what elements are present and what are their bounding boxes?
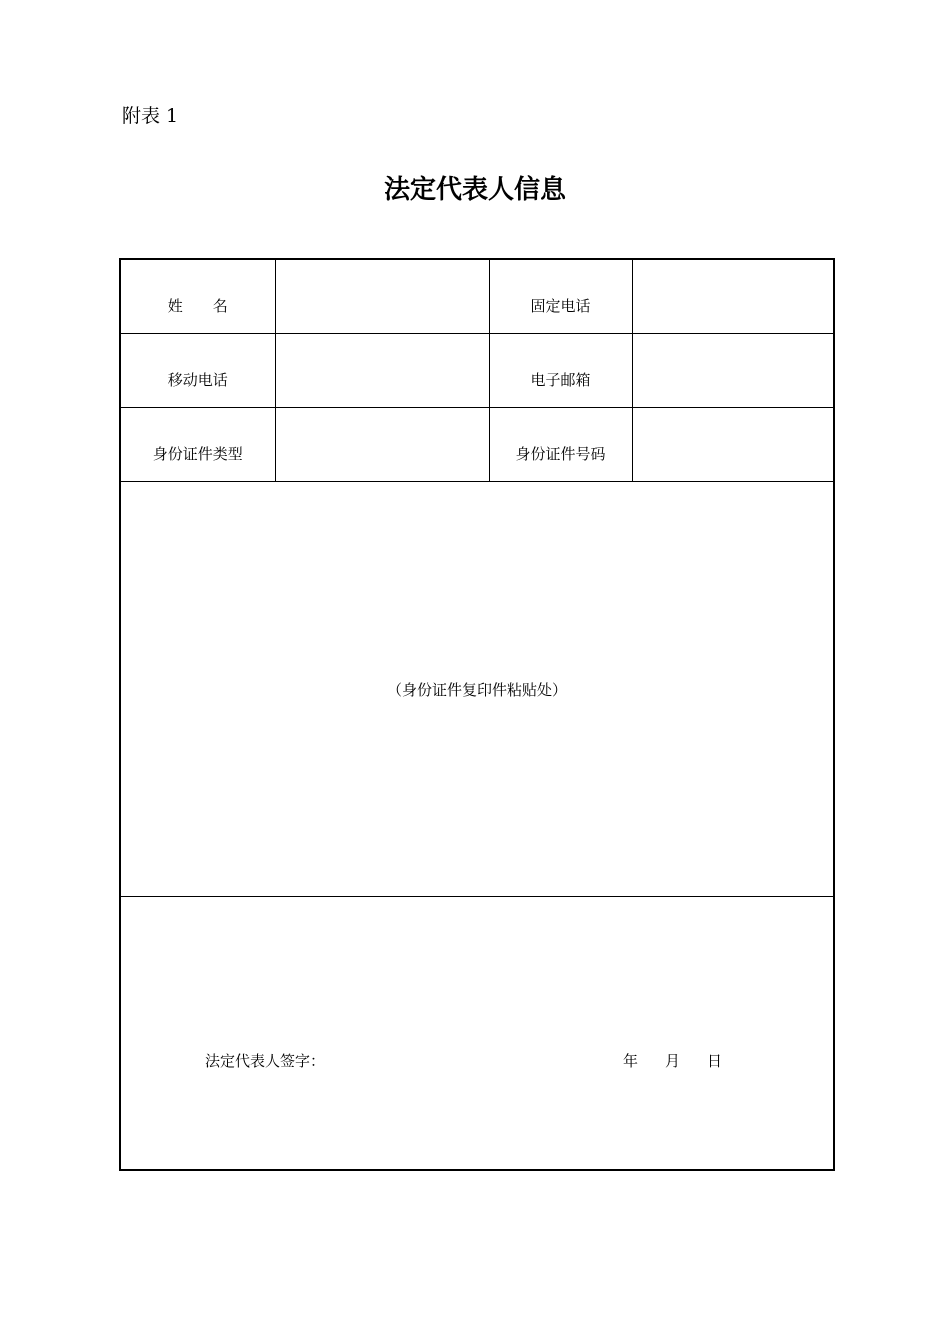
annex-label: 附表 1 bbox=[122, 105, 179, 127]
email-label: 电子邮箱 bbox=[489, 334, 632, 408]
mobile-field[interactable] bbox=[275, 334, 489, 408]
email-field[interactable] bbox=[632, 334, 834, 408]
id-type-label: 身份证件类型 bbox=[120, 408, 275, 482]
id-row bbox=[120, 408, 834, 482]
signature-area bbox=[121, 897, 833, 1169]
mobile-label: 移动电话 bbox=[120, 334, 275, 408]
signature-label: 法定代表人签字： bbox=[205, 1052, 326, 1070]
name-label: 姓 名 bbox=[120, 259, 275, 334]
date-month-label: 月 bbox=[665, 1052, 681, 1070]
page-title: 法定代表人信息 bbox=[383, 175, 566, 205]
contact-row bbox=[120, 334, 834, 408]
id-copy-paste-area bbox=[120, 482, 834, 897]
date-year-label: 年 bbox=[623, 1052, 639, 1070]
name-field[interactable] bbox=[275, 259, 489, 334]
id-number-field[interactable] bbox=[632, 408, 834, 482]
id-type-field[interactable] bbox=[275, 408, 489, 482]
date-day-label: 日 bbox=[707, 1052, 723, 1070]
landline-field[interactable] bbox=[632, 259, 834, 334]
id-number-label: 身份证件号码 bbox=[489, 408, 632, 482]
name-row bbox=[120, 259, 834, 334]
signature-cell bbox=[120, 897, 834, 1171]
landline-label: 固定电话 bbox=[489, 259, 632, 334]
signature-row bbox=[120, 897, 834, 1171]
signature-date bbox=[623, 1051, 722, 1071]
id-copy-row bbox=[120, 482, 834, 897]
legal-representative-form bbox=[119, 258, 835, 1171]
id-copy-placeholder: （身份证件复印件粘贴处） bbox=[386, 680, 567, 699]
